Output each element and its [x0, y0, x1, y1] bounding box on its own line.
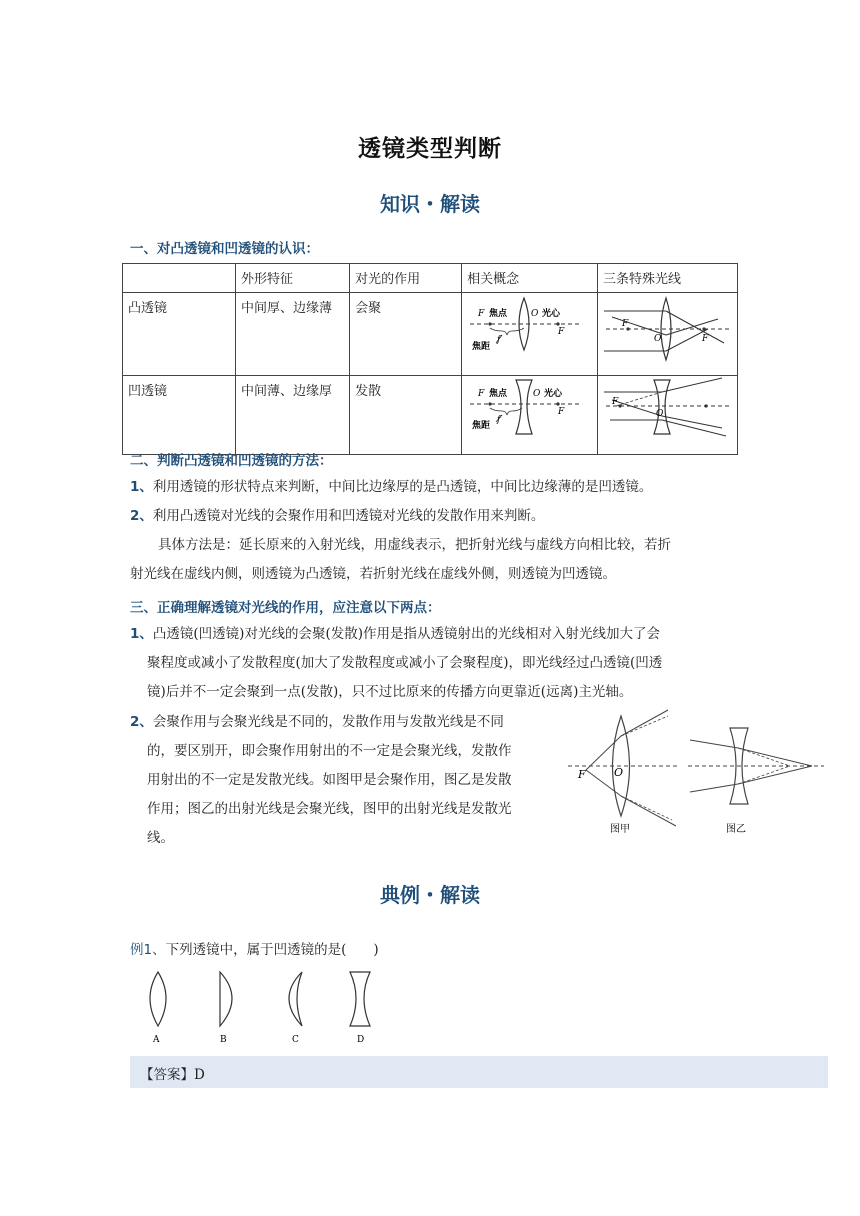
method-detail-line2: 射光线在虚线内侧，则透镜为凸透镜，若折射光线在虚线外侧，则透镜为凹透镜。: [130, 566, 616, 582]
point-2-line2: 的，要区别开，即会聚作用射出的不一定是会聚光线，发散作: [147, 743, 512, 759]
method-1: 1、利用透镜的形状特点来判断，中间比边缘厚的是凸透镜，中间比边缘薄的是凹透镜。: [130, 479, 653, 495]
concave-special-rays-diagram: [598, 376, 737, 446]
lens-effect: 发散: [350, 376, 462, 455]
converge-diverge-figure: [566, 708, 828, 838]
concave-concept-cell: [462, 376, 598, 455]
answer-box: [130, 1056, 828, 1088]
svg-text:焦距: 焦距: [472, 342, 491, 352]
lens-comparison-table: [122, 263, 738, 455]
svg-text:f: f: [497, 415, 501, 425]
svg-text:F: F: [558, 327, 565, 337]
convex-concept-diagram: [462, 293, 590, 371]
section-title-examples: 典例・解读: [380, 883, 480, 907]
option-label: D: [357, 1035, 365, 1045]
svg-text:O: O: [614, 766, 624, 779]
method-detail-line1: 具体方法是：延长原来的入射光线，用虚线表示，把折射光线与虚线方向相比较，若折: [158, 537, 671, 553]
table-header-row: [123, 264, 738, 293]
option-d-lens: [350, 972, 370, 1026]
page-title: 透镜类型判断: [358, 136, 502, 162]
point-2-line5: 线。: [147, 830, 174, 846]
svg-text:F: F: [478, 389, 485, 399]
heading-lens-effect: 三、正确理解透镜对光线的作用，应注意以下两点：: [130, 600, 441, 616]
table-header-cell: 对光的作用: [350, 264, 462, 293]
heading-lens-recognition: 一、对凸透镜和凹透镜的认识：: [130, 241, 319, 257]
point-2-line4: 作用；图乙的出射光线是会聚光线，图甲的出射光线是发散光: [147, 801, 512, 817]
point-1-line1: 1、凸透镜(凹透镜)对光线的会聚(发散)作用是指从透镜射出的光线相对入射光线加大了会: [130, 626, 660, 642]
concave-rays-cell: [598, 376, 738, 455]
answer-text: 【答案】D: [140, 1067, 205, 1083]
convex-rays-cell: [598, 293, 738, 376]
svg-text:F: F: [702, 334, 709, 344]
svg-text:O: O: [533, 389, 541, 399]
svg-text:图甲: 图甲: [610, 824, 630, 835]
svg-text:O: O: [656, 409, 664, 419]
svg-text:光心: 光心: [544, 389, 563, 399]
table-header-cell: 三条特殊光线: [598, 264, 738, 293]
table-row: [123, 376, 738, 455]
svg-text:F: F: [478, 309, 485, 319]
lens-shape: 中间薄、边缘厚: [235, 376, 349, 455]
table-row: [123, 293, 738, 376]
lens-shape: 中间厚、边缘薄: [235, 293, 349, 376]
point-1-line2: 聚程度或减小了发散程度(加大了发散程度或减小了会聚程度)，即光线经过凸透镜(凹透: [147, 655, 663, 671]
lens-name: 凸透镜: [123, 293, 236, 376]
svg-text:O: O: [654, 334, 662, 344]
svg-text:图乙: 图乙: [726, 824, 746, 835]
svg-text:焦点: 焦点: [489, 389, 508, 399]
lens-name: 凹透镜: [123, 376, 236, 455]
convex-special-rays-diagram: [598, 293, 737, 371]
option-label: C: [292, 1035, 299, 1045]
svg-text:F: F: [578, 768, 586, 781]
svg-text:焦距: 焦距: [472, 421, 491, 431]
point-1-line3: 镜)后并不一定会聚到一点(发散)，只不过比原来的传播方向更靠近(远离)主光轴。: [147, 684, 633, 700]
point-2-line3: 用射出的不一定是发散光线。如图甲是会聚作用，图乙是发散: [147, 772, 512, 788]
option-a-lens: [150, 972, 166, 1026]
table-header-cell: 相关概念: [462, 264, 598, 293]
option-b-lens: [220, 972, 232, 1026]
svg-text:F: F: [612, 397, 619, 407]
option-label: B: [220, 1035, 227, 1045]
svg-text:光心: 光心: [542, 309, 561, 319]
svg-text:F: F: [558, 407, 565, 417]
example-question: 例1、下列透镜中，属于凹透镜的是( ): [130, 942, 379, 958]
point-2-line1: 2、会聚作用与会聚光线是不同的，发散作用与发散光线是不同: [130, 714, 504, 730]
option-label: A: [153, 1035, 160, 1045]
svg-text:F: F: [622, 319, 629, 329]
convex-concept-cell: [462, 293, 598, 376]
lens-effect: 会聚: [350, 293, 462, 376]
section-title-knowledge: 知识・解读: [380, 192, 480, 216]
svg-text:f: f: [497, 335, 501, 345]
concave-concept-diagram: [462, 376, 590, 446]
table-header-cell: [123, 264, 236, 293]
option-c-lens: [289, 972, 302, 1026]
svg-text:O: O: [531, 309, 539, 319]
svg-text:焦点: 焦点: [489, 309, 508, 319]
lens-options-figure: [140, 970, 380, 1048]
table-header-cell: 外形特征: [235, 264, 349, 293]
heading-judgement-method: 二、判断凸透镜和凹透镜的方法：: [130, 453, 333, 469]
method-2: 2、利用凸透镜对光线的会聚作用和凹透镜对光线的发散作用来判断。: [130, 508, 545, 524]
